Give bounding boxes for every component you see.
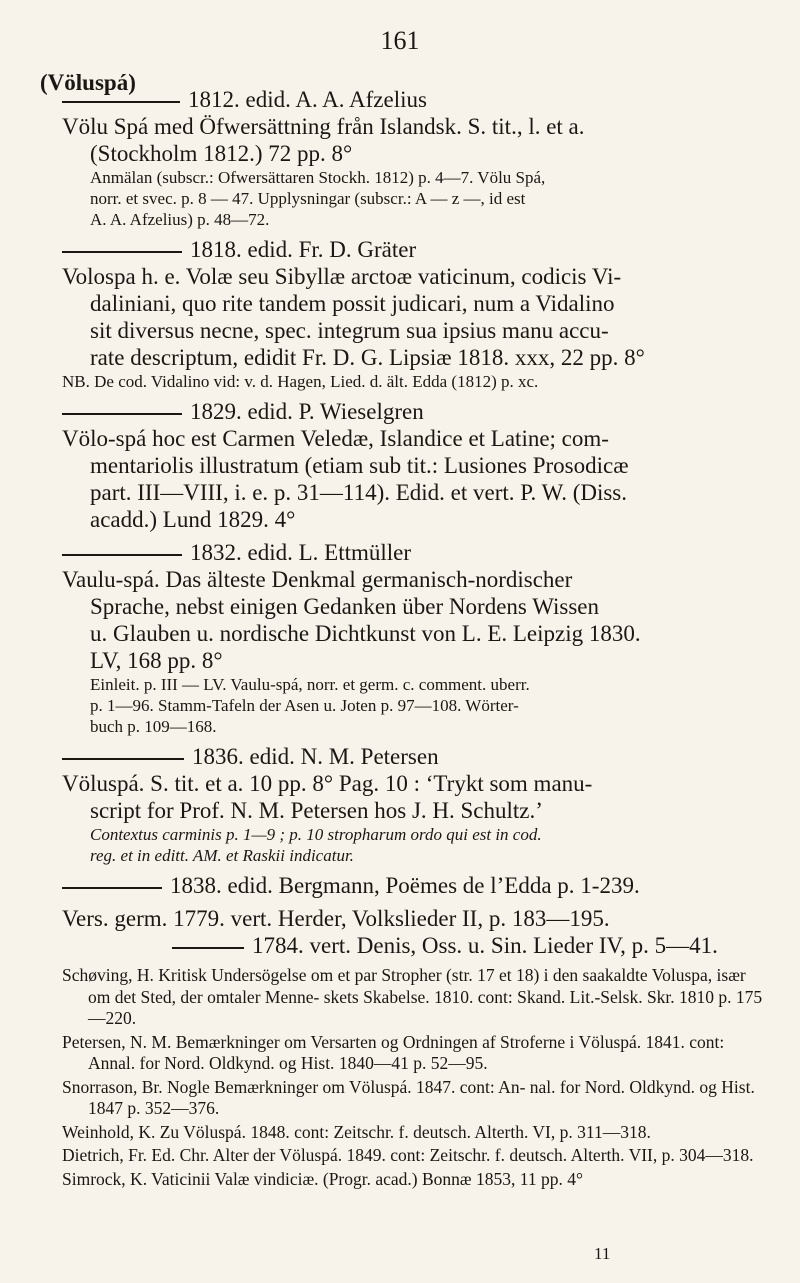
reference-text: skets Skabelse. 1810. cont: Skand. Lit.-Selsk. Skr. 1810 p. 175—220. (88, 986, 763, 1028)
entry-note: NB. De cod. Vidalino vid: v. d. Hagen, Lied. d. ält. Edda (1812) p. xc. (62, 372, 539, 391)
edition-entry (62, 236, 770, 392)
entry-line: Völo-spá hoc est Carmen Veledæ, Islandice et Latine; com- (62, 426, 609, 451)
entry-line: daliniani, quo rite tandem possit judicari, num a Vidalino (90, 291, 615, 316)
entry-rule (62, 554, 182, 556)
edition-entry (62, 539, 770, 737)
reference-text: 1840—41 p. 52—95. (338, 1053, 488, 1073)
page-number: 161 (380, 26, 420, 55)
edition-entry (62, 872, 770, 899)
entry-rule (62, 251, 182, 253)
entry-note: buch p. 109—168. (90, 717, 217, 736)
entry-year-line (62, 398, 770, 425)
reference-entry (62, 1122, 770, 1144)
entry-year-line (62, 236, 770, 263)
entry-year: 1836. edid. N. M. Petersen (192, 744, 439, 769)
entry-note: p. 1—96. Stamm-Tafeln der Asen u. Joten p. 97—108. Wörter- (90, 696, 519, 715)
signature-mark: 11 (594, 1244, 611, 1263)
entry-line: Völuspá. S. tit. et a. 10 pp. 8° Pag. 10 : ‘Trykt som manu- (62, 771, 593, 796)
reference-entry (62, 1145, 770, 1167)
edition-entry (62, 398, 770, 533)
entry-line: acadd.) Lund 1829. 4° (90, 507, 296, 532)
reference-text: Snorrason, Br. Nogle Bemærkninger om Völuspá. 1847. cont: An- (62, 1076, 526, 1097)
entry-line: Volospa h. e. Volæ seu Sibyllæ arctoæ vaticinum, codicis Vi- (62, 264, 622, 289)
entry-note: Einleit. p. III — LV. Vaulu-spá, norr. et germ. c. comment. uberr. (90, 675, 530, 694)
reference-entry (62, 965, 770, 1030)
entry-note: A. A. Afzelius) p. 48—72. (90, 210, 270, 229)
entry-line: part. III—VIII, i. e. p. 31—114). Edid. et vert. P. W. (Diss. (90, 480, 628, 505)
entry-line: LV, 168 pp. 8° (90, 648, 223, 673)
references-block (62, 965, 770, 1190)
entry-year-line (62, 743, 770, 770)
reference-text: nal. for Nord. Oldkynd. og Hist. 1847 p. 352—376. (88, 1076, 755, 1118)
entry-note: Contextus carminis p. 1—9 ; p. 10 stropharum ordo qui est in cod. (90, 825, 542, 844)
entry-line: Sprache, nebst einigen Gedanken über Nordens Wissen (90, 594, 599, 619)
entry-year: 1812. edid. A. A. Afzelius (188, 87, 427, 112)
entry-year: 1838. edid. Bergmann, Poëmes de l’Edda p. 1-239. (170, 873, 640, 898)
reference-text: Schøving, H. Kritisk Undersögelse om et par Stropher (str. 17 et 18) i den saakaldte Voluspa, især om det Sted, der omtaler Menne- (62, 965, 746, 1007)
entry-rule (62, 101, 180, 103)
edition-entry (62, 86, 770, 230)
entry-note: Anmälan (subscr.: Ofwersättaren Stockh. 1812) p. 4—7. Völu Spá, (90, 168, 546, 187)
reference-entry (62, 1169, 770, 1191)
entry-year-line (62, 86, 770, 113)
entry-year: 1829. edid. P. Wieselgren (190, 399, 424, 424)
version-line (62, 932, 770, 959)
entry-note: reg. et in editt. AM. et Raskii indicatur. (90, 846, 354, 865)
entry-rule (172, 947, 244, 949)
entry-line: script for Prof. N. M. Petersen hos J. H. Schultz.’ (90, 798, 543, 823)
entry-year: 1832. edid. L. Ettmüller (190, 540, 412, 565)
entry-rule (62, 758, 184, 760)
entry-line: mentariolis illustratum (etiam sub tit.: Lusiones Prosodicæ (90, 453, 629, 478)
reference-text: deutsch. Alterth. VII, p. 304—318. (509, 1145, 754, 1165)
reference-text: 11 pp. 4° (519, 1168, 583, 1189)
entry-note: norr. et svec. p. 8 — 47. Upplysningar (subscr.: A — z —, id est (90, 189, 526, 208)
reference-text: Petersen, N. M. Bemærkninger om Versarten og Ordningen af Stroferne i Völuspá. 1841. cont: Annal. for Nord. Oldkynd. og Hist. (62, 1031, 725, 1073)
reference-text: Weinhold, K. Zu Völuspá. 1848. cont: Zeitschr. f. deutsch. Alterth. (62, 1121, 529, 1142)
entry-line: (Stockholm 1812.) 72 pp. 8° (90, 141, 353, 166)
edition-entry (62, 743, 770, 866)
versions-block (62, 905, 770, 959)
entry-line: sit diversus necne, spec. integrum sua ipsius manu accu- (90, 318, 609, 343)
entry-rule (62, 413, 182, 415)
entry-year: 1818. edid. Fr. D. Gräter (190, 237, 417, 262)
version-line: Vers. germ. 1779. vert. Herder, Volkslieder II, p. 183—195. (62, 906, 610, 931)
reference-text: VI, p. 311—318. (532, 1121, 651, 1142)
reference-entry (62, 1077, 770, 1120)
header-word: (Völuspá) (40, 70, 136, 95)
entry-line: Völu Spá med Öfwersättning från Islandsk. S. tit., l. et a. (62, 114, 585, 139)
entry-year-line (62, 872, 770, 899)
entry-rule (62, 887, 162, 889)
version-text: 1784. vert. Denis, Oss. u. Sin. Lieder IV, p. 5—41. (252, 933, 718, 958)
reference-text: Simrock, K. Vaticinii Valæ vindiciæ. (Progr. acad.) Bonnæ 1853, (62, 1168, 516, 1189)
entry-line: rate descriptum, edidit Fr. D. G. Lipsiæ 1818. xxx, 22 pp. 8° (90, 345, 645, 370)
reference-text: Dietrich, Fr. Ed. Chr. Alter der Völuspá. 1849. cont: Zeitschr. f. (62, 1145, 505, 1165)
entry-line: u. Glauben u. nordische Dichtkunst von L. E. Leipzig 1830. (90, 621, 641, 646)
entry-year-line (62, 539, 770, 566)
reference-entry (62, 1032, 770, 1075)
entry-line: Vaulu-spá. Das älteste Denkmal germanisch-nordischer (62, 567, 573, 592)
page-body (62, 86, 770, 1192)
